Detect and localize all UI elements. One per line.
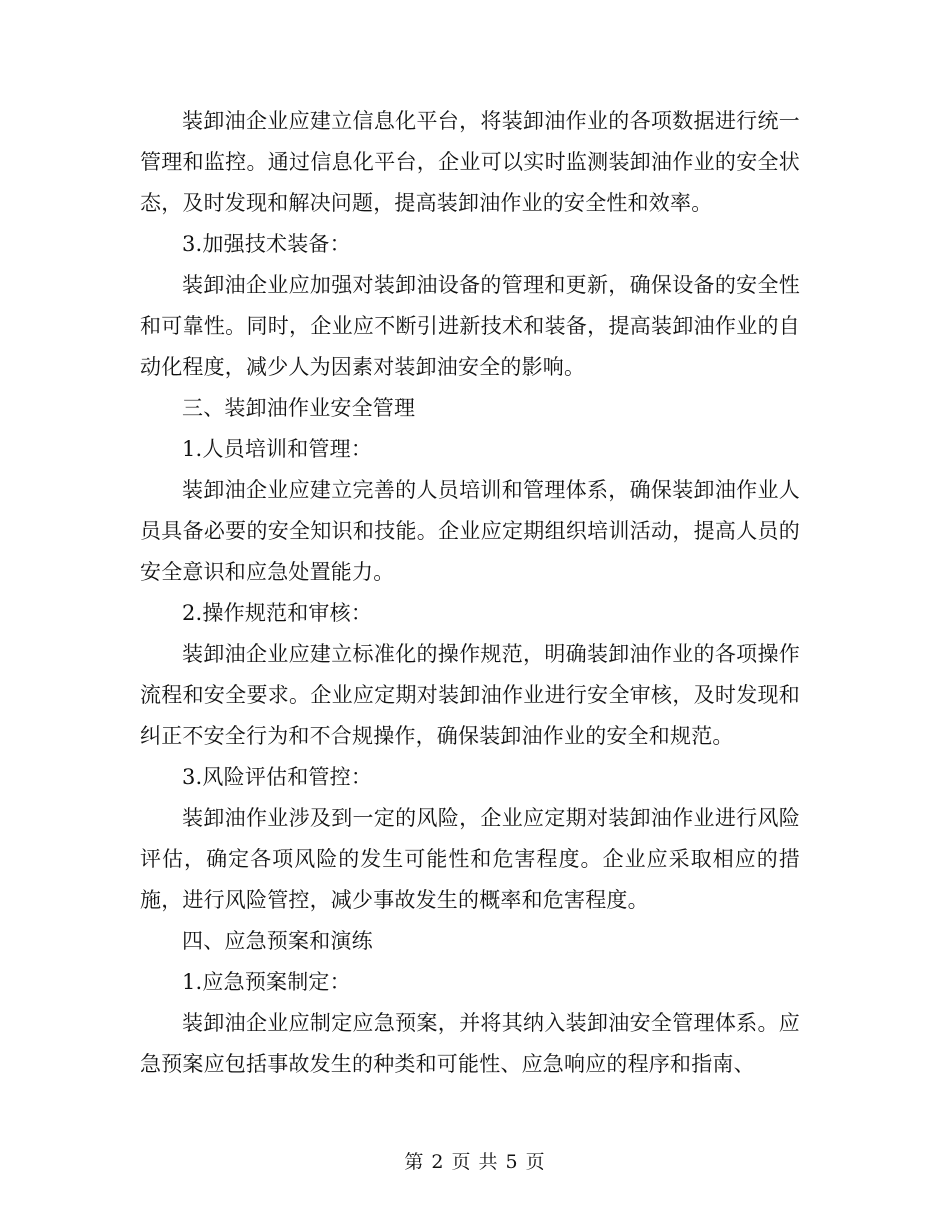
document-body [140, 101, 800, 1085]
paragraph-risk-assessment: 装卸油作业涉及到一定的风险，企业应定期对装卸油作业进行风险评估，确定各项风险的发生可能性和危害程度。企业应采取相应的措施，进行风险管控，减少事故发生的概率和危害程度。 [140, 806, 800, 912]
heading-operation-standards: 2.操作规范和审核： [182, 601, 373, 625]
heading-risk-assessment: 3.风险评估和管控： [182, 765, 373, 789]
heading-personnel-training: 1.人员培训和管理： [182, 437, 373, 461]
heading-section-four: 四、应急预案和演练 [182, 929, 373, 953]
paragraph-tech-equipment: 装卸油企业应加强对装卸油设备的管理和更新，确保设备的安全性和可靠性。同时，企业应不断引进新技术和装备，提高装卸油作业的自动化程度，减少人为因素对装卸油安全的影响。 [140, 273, 800, 379]
paragraph-personnel-training: 装卸油企业应建立完善的人员培训和管理体系，确保装卸油作业人员具备必要的安全知识和技能。企业应定期组织培训活动，提高人员的安全意识和应急处置能力。 [140, 478, 800, 584]
heading-emergency-plan: 1.应急预案制定： [182, 970, 351, 994]
paragraph-info-platform: 装卸油企业应建立信息化平台，将装卸油作业的各项数据进行统一管理和监控。通过信息化平台，企业可以实时监测装卸油作业的安全状态，及时发现和解决问题，提高装卸油作业的安全性和效率。 [140, 109, 800, 215]
paragraph-emergency-plan: 装卸油企业应制定应急预案，并将其纳入装卸油安全管理体系。应急预案应包括事故发生的种类和可能性、应急响应的程序和指南、 [140, 1011, 800, 1076]
heading-tech-equipment: 3.加强技术装备： [182, 232, 351, 256]
paragraph-operation-standards: 装卸油企业应建立标准化的操作规范，明确装卸油作业的各项操作流程和安全要求。企业应定期对装卸油作业进行安全审核，及时发现和纠正不安全行为和不合规操作，确保装卸油作业的安全和规范。 [140, 642, 800, 748]
page-number-footer: 第 2 页 共 5 页 [404, 1151, 546, 1173]
heading-section-three: 三、装卸油作业安全管理 [182, 396, 416, 420]
